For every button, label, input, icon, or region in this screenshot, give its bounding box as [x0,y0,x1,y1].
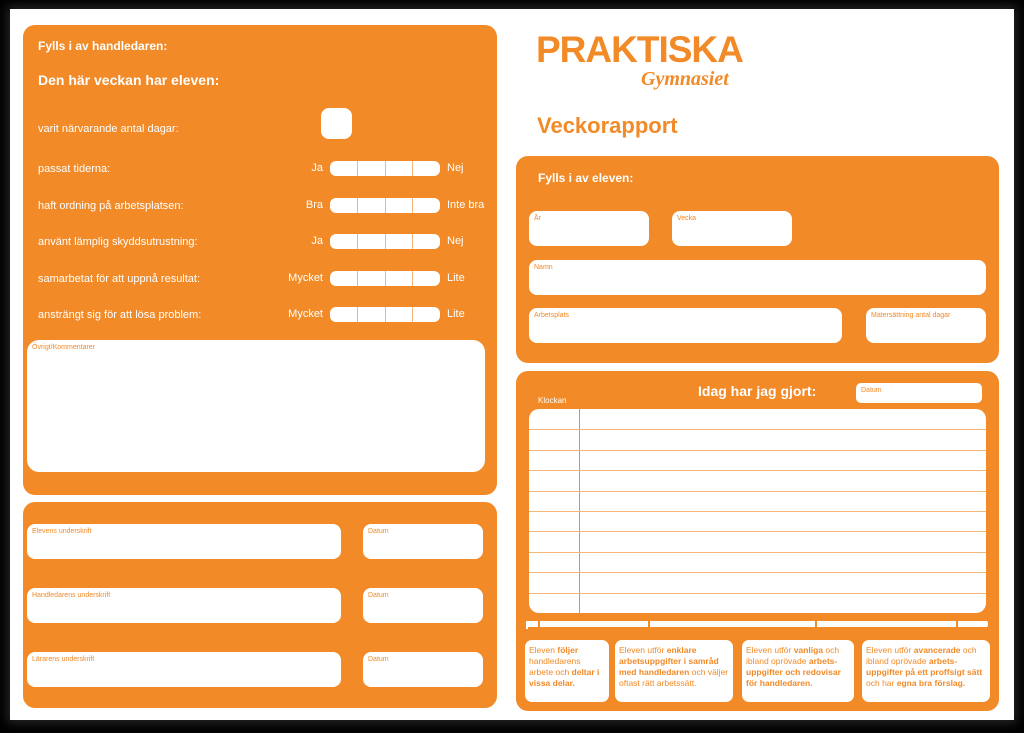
rating-cell[interactable] [330,271,358,286]
name-label: Namn [534,264,553,271]
rating-row-label: passat tiderna: [38,163,111,175]
rating-cell[interactable] [330,198,358,213]
name-field[interactable] [529,260,986,295]
rating-row-label: använt lämplig skyddsutrustning: [38,236,198,248]
rating-cell[interactable] [386,234,414,249]
rating-cell[interactable] [358,271,386,286]
date-label: Datum [368,592,389,599]
log-line [529,593,986,594]
brand-name: PRAKTISKA [536,29,743,70]
week-label: Vecka [677,215,697,222]
rating-cell[interactable] [330,161,358,176]
log-line [529,491,986,492]
rating-cell[interactable] [386,307,414,322]
level-description: Eleven utför avancerade och ibland oprövade arbets-uppgifter på ett proffsigt sätt och har egna bra förslag. [861,639,991,703]
level-description: Eleven utför vanliga och ibland oprövade arbets-uppgifter och redovisar för handledaren. [741,639,855,703]
rating-left-label: Ja [311,162,323,174]
supervisor-heading: Fylls i av handledaren: [38,39,168,53]
brand-logo [536,31,743,89]
rating-scale[interactable] [330,234,440,249]
supervisor-signature-label: Handledarens underskrift [32,592,111,599]
rating-row-label: ansträngt sig för att lösa problem: [38,309,202,321]
log-line [529,470,986,471]
attendance-label: varit närvarande antal dagar: [38,123,179,135]
rating-scale[interactable] [330,161,440,176]
report-sheet [10,9,1014,720]
meal-days-field[interactable] [866,308,986,343]
log-line [529,511,986,512]
rating-cell[interactable] [386,198,414,213]
log-date-label: Datum [861,387,882,394]
date-label: Datum [368,656,389,663]
teacher-signature-date-field[interactable] [363,652,483,687]
log-line [529,429,986,430]
rating-scale[interactable] [330,307,440,322]
rating-cell[interactable] [386,271,414,286]
rating-right-label: Inte bra [447,198,485,211]
student-heading: Fylls i av eleven: [538,171,634,185]
rating-right-label: Lite [447,308,465,320]
level-description: Eleven följer handledarens arbete och deltar i vissa delar. [524,639,610,703]
student-signature-label: Elevens underskrift [32,528,92,535]
supervisor-signature-date-field[interactable] [363,588,483,623]
log-line [529,531,986,532]
log-line [529,572,986,573]
rating-right-label: Nej [447,162,464,174]
daily-log-panel [516,371,999,711]
student-signature-field[interactable] [27,524,341,559]
rating-cell[interactable] [386,161,414,176]
year-label: År [534,215,541,222]
level-scale-tick [648,619,650,629]
log-heading: Idag har jag gjort: [698,383,817,399]
workplace-field[interactable] [529,308,842,343]
brand-sub: Gymnasiet [641,68,729,90]
level-scale-tick [956,619,958,629]
level-scale-tick [538,619,540,629]
rating-left-label: Mycket [288,308,323,320]
rating-right-label: Nej [447,235,464,247]
rating-left-label: Mycket [288,271,323,284]
rating-scale[interactable] [330,271,440,286]
log-line [529,552,986,553]
rating-cell[interactable] [330,307,358,322]
teacher-signature-label: Lärarens underskrift [32,656,95,663]
rating-cell[interactable] [330,234,358,249]
meal-days-label: Matersättning antal dagar [871,312,951,319]
week-field[interactable] [672,211,792,246]
teacher-signature-field[interactable] [27,652,341,687]
rating-left-label: Ja [311,235,323,247]
level-scale-bar [526,621,988,627]
supervisor-signature-field[interactable] [27,588,341,623]
log-table[interactable] [529,409,986,613]
rating-cell[interactable] [358,161,386,176]
rating-row-label: haft ordning på arbetsplatsen: [38,199,184,212]
comments-field[interactable] [27,340,485,472]
rating-cell[interactable] [358,307,386,322]
signatures-panel [23,502,497,708]
date-label: Datum [368,528,389,535]
report-title: Veckorapport [537,113,678,138]
year-field[interactable] [529,211,649,246]
student-signature-date-field[interactable] [363,524,483,559]
level-scale-tick [815,619,817,629]
comments-label: Övrigt/Kommentarer [32,344,96,351]
rating-cell[interactable] [358,198,386,213]
workplace-label: Arbetsplats [534,312,570,319]
rating-scale[interactable] [330,198,440,213]
supervisor-panel [23,25,497,495]
rating-cell[interactable] [413,307,440,322]
level-description: Eleven utför enklare arbetsuppgifter i samråd med handledaren och väljer oftast rätt arbetssätt. [614,639,734,703]
rating-cell[interactable] [358,234,386,249]
supervisor-subheading: Den här veckan har eleven: [38,72,220,88]
rating-left-label: Bra [305,198,323,211]
rating-cell[interactable] [413,234,440,249]
log-date-field[interactable] [856,383,982,403]
rating-cell[interactable] [413,161,440,176]
rating-row-label: samarbetat för att uppnå resultat: [38,272,201,285]
log-line [529,450,986,451]
time-column-header: Klockan [538,396,567,405]
student-panel [516,156,999,363]
attendance-days-field[interactable] [321,108,352,139]
rating-cell[interactable] [413,198,440,213]
rating-right-label: Lite [447,271,465,284]
rating-cell[interactable] [413,271,440,286]
